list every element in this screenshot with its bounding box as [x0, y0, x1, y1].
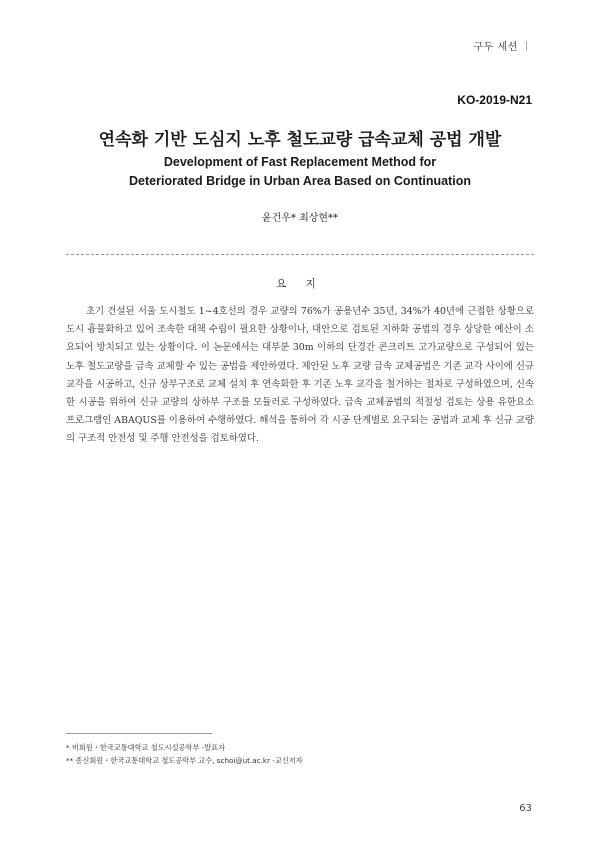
- footnote-2: ** 종신회원・한국교통대학교 철도공학부 교수, schoi@ut.ac.kr -교신저자: [66, 756, 303, 765]
- paper-title-english: [0, 153, 600, 191]
- footnote-rule: [66, 733, 212, 734]
- section-divider: [66, 254, 534, 255]
- footnotes: [66, 741, 534, 767]
- abstract-body: 초기 건설된 서울 도시철도 1~4호선의 경우 교량의 76%가 공용년수 35년, 34%가 40년에 근접한 상황으로 도시 흉물화하고 있어 조속한 대책 수립이 필요한 상황이나, 대안으로 검토된 지하화 공법의 경우 상당한 예산이 소요되어 방치되고 있는 상황이다. 이 논문에서는 대부분 30m 이하의 단경간 콘크리트 고가교량으로 구성되어 있는 노후 철도교량을 급속 교체할 수 있는 공법을 제안하였다. 제안된 노후 교량 급속 교체공법은 기존 교각 사이에 신규 교각을 시공하고, 신규 상부구조로 교체 설치 후 연속화한 후 기존 노후 교각을 철거하는 절차로 구성하였으며, 신속한 시공을 위하여 신규 교량의 상하부 구조를 모듈러로 구성하였다. 급속 교체공법의 적절성 검토는 상용 유한요소 프로그램인 ABAQUS를 이용하여 수행하였다. 해석을 통하여 각 시공 단계별로 요구되는 공법과 교체 후 신규 교량의 구조적 안전성 및 주행 안전성을 검토하였다.: [66, 306, 534, 445]
- paper-title-korean: 연속화 기반 도심지 노후 철도교량 급속교체 공법 개발: [98, 130, 502, 150]
- paper-title-english-line1: Development of Fast Replacement Method for: [163, 155, 437, 169]
- abstract-heading: 요 지: [276, 278, 324, 290]
- session-label: 구두 세션 ｜: [473, 42, 532, 53]
- paper-title-english-line2: Deteriorated Bridge in Urban Area Based on Continuation: [129, 174, 471, 188]
- paper-code: KO-2019-N21: [457, 93, 532, 107]
- authors: 윤건우* 최상현**: [261, 213, 339, 224]
- page-number: 63: [519, 803, 532, 814]
- footnote-1: * 비회원・한국교통대학교 철도시설공학부 -발표자: [66, 743, 226, 752]
